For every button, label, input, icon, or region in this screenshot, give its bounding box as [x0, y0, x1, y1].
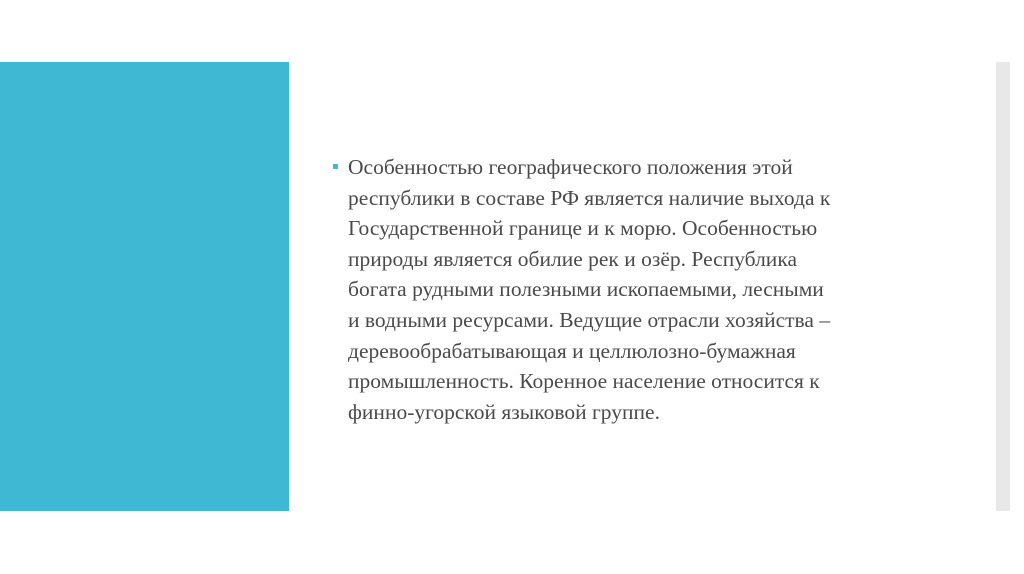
paragraph-line: промышленность. Коренное население относится к [348, 369, 820, 394]
bullet-icon: ▪ [332, 161, 339, 172]
paragraph-line: республики в составе РФ является наличие выхода к [348, 185, 831, 210]
scrollbar-track[interactable] [996, 62, 1010, 511]
paragraph-line: природы является обилие рек и озёр. Республика [348, 246, 797, 271]
paragraph-line: деревообрабатывающая и целлюлозно-бумажная [348, 338, 796, 363]
paragraph-line: и водными ресурсами. Ведущие отрасли хозяйства – [348, 307, 831, 332]
slide-body [332, 152, 932, 427]
paragraph-line: финно-угорской языковой группе. [348, 399, 660, 424]
accent-block [0, 62, 289, 511]
bullet-paragraph [348, 152, 830, 427]
paragraph-line: богата рудными полезными ископаемыми, лесными [348, 277, 824, 302]
paragraph-line: Государственной границе и к морю. Особенностью [348, 216, 818, 241]
bullet-item [332, 152, 932, 427]
paragraph-line: Особенностью географического положения этой [348, 155, 793, 179]
